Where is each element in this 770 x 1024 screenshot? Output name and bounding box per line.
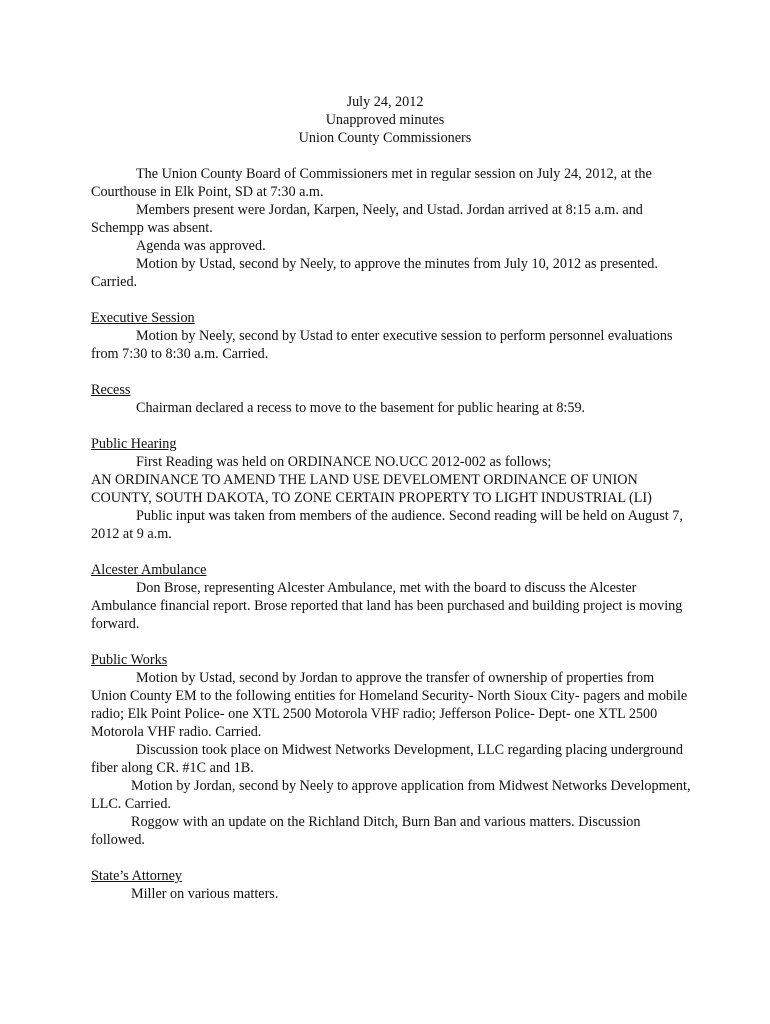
minutes-body [91,165,691,903]
section-paragraph: Motion by Jordan, second by Neely to approve application from Midwest Networks Development, LLC. Carried. [91,778,691,812]
section-paragraph: Chairman declared a recess to move to the basement for public hearing at 8:59. [136,400,586,416]
section-heading: State’s Attorney [91,868,183,884]
section-paragraph: First Reading was held on ORDINANCE NO.UCC 2012-002 as follows; [136,454,552,470]
meeting-date: July 24, 2012 [346,94,424,110]
section-recess [91,381,691,417]
section-paragraph: Discussion took place on Midwest Networks Development, LLC regarding placing underground fiber along CR. #1C and 1B. [91,742,684,776]
section-paragraph: Public input was taken from members of the audience. Second reading will be held on August 7, 2012 at 9 a.m. [91,508,683,542]
section-paragraph: Motion by Ustad, second by Jordan to approve the transfer of ownership of properties from Union County EM to the following entities for Homeland Security- North Sioux City- pagers and mobile radio; Elk Point Police- one XTL 2500 Motorola VHF radio; Jefferson Police- Dept- one XTL 2500 Motorola VHF radio. Carried. [91,670,688,740]
section-paragraph: Don Brose, representing Alcester Ambulance, met with the board to discuss the Alcester Ambulance financial report. Brose reported that land has been purchased and building project is moving forward. [91,580,683,632]
document-header [0,93,770,147]
intro-paragraph: Members present were Jordan, Karpen, Neely, and Ustad. Jordan arrived at 8:15 a.m. and Schempp was absent. [91,202,643,236]
section-states-attorney [91,867,691,903]
governing-body: Union County Commissioners [298,130,472,146]
section-heading: Public Hearing [91,436,177,452]
section-paragraph: Roggow with an update on the Richland Ditch, Burn Ban and various matters. Discussion followed. [91,814,641,848]
intro-block [91,165,691,291]
section-public-hearing [91,435,691,543]
section-heading: Executive Session [91,310,195,326]
section-executive-session [91,309,691,363]
section-public-works [91,651,691,849]
intro-paragraph: Agenda was approved. [136,238,266,254]
section-heading: Alcester Ambulance [91,562,207,578]
ordinance-title: AN ORDINANCE TO AMEND THE LAND USE DEVELOMENT ORDINANCE OF UNION COUNTY, SOUTH DAKOTA, TO ZONE CERTAIN PROPERTY TO LIGHT INDUSTRIAL (LI) [91,472,652,506]
intro-paragraph: Motion by Ustad, second by Neely, to approve the minutes from July 10, 2012 as presented. Carried. [91,256,658,290]
section-heading: Public Works [91,652,168,668]
intro-paragraph: The Union County Board of Commissioners met in regular session on July 24, 2012, at the Courthouse in Elk Point, SD at 7:30 a.m. [91,166,652,200]
section-paragraph: Miller on various matters. [131,886,279,902]
section-heading: Recess [91,382,131,398]
minutes-status: Unapproved minutes [325,112,445,128]
section-paragraph: Motion by Neely, second by Ustad to enter executive session to perform personnel evaluations from 7:30 to 8:30 a.m. Carried. [91,328,673,362]
section-alcester-ambulance [91,561,691,633]
